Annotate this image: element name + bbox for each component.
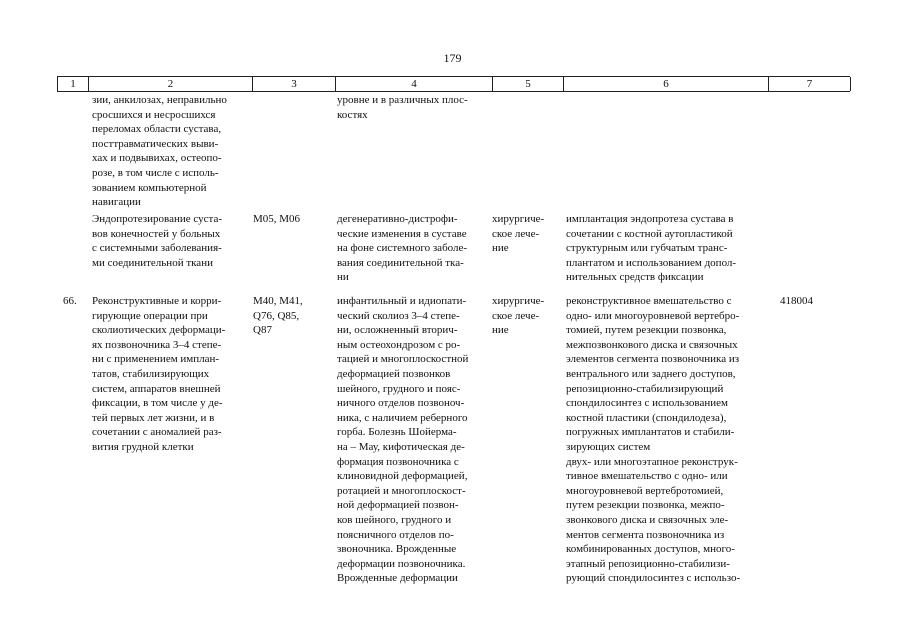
row-3-patient-model: инфантильный и идиопати- ческий сколиоз 3–4 степе- ни, осложненный вторич- ным остеохондрозом с ро- тацией и многоплоскостной деформацией позвонков шейного, грудного и пояс- ничного отделов позвоноч- ника, с наличием реберного горба. Болезнь Шойерма- на – Мау, кифотическая де- формация позвоночника с клиновидной деформацией, ротацией и многоплоскост- ной деформацией позвон- ков шейного, грудного и поясничного отделов по- звоночника. Врожденные деформации позвоночника. Врожденные деформации: [337, 295, 469, 585]
row-3-norm-code: 418004: [780, 295, 813, 307]
row-2-treatment-method: имплантация эндопротеза сустава в сочетании с костной аутопластикой структурным или губчатым транс- плантатом и использованием допол- нительных средств фиксации: [566, 213, 737, 284]
table-header-row: [57, 76, 850, 92]
row-2-patient-model: дегенеративно-дистрофи- ческие изменения в суставе на фоне системного заболе- вания соединительной тка- ни: [337, 213, 468, 284]
header-col-2: 2: [88, 77, 252, 91]
row-3-diagnosis-group: Реконструктивные и корри- гирующие операции при сколиотических деформаци- ях позвоночника 3–4 степе- ни с применением имплан- татов, стабилизирующих систем, аппаратов внешней фиксации, в том числе у де- тей первых лет жизни, и в сочетании с аномалией раз- вития грудной клетки: [92, 295, 226, 453]
row-3-number: 66.: [63, 295, 77, 307]
header-col-6: 6: [563, 77, 768, 91]
row-2-diagnosis-group: Эндопротезирование суста- вов конечностей у больных с системными заболевания- ми соединительной ткани: [92, 213, 222, 269]
header-col-3: 3: [252, 77, 335, 91]
header-col-4: 4: [335, 77, 492, 91]
header-col-5: 5: [492, 77, 563, 91]
row-3-treatment-type: хирургиче- ское лече- ние: [492, 295, 545, 337]
row-3-treatment-method: реконструктивное вмешательство с одно- или многоуровневой вертебро- томией, путем резекции позвонка, межпозвонкового диска и связочных элементов сегмента позвоночника из вентрального или заднего доступов, репозиционно-стабилизирующий спондилосинтез с использованием костной пластики (спондилодеза), погружных имплантатов и стабили- зирующих систем двух- или многоэтапное реконструк- тивное вмешательство с одно- или многоуровневой вертебротомией, путем резекции позвонка, межпо- звонкового диска и связочных эле- ментов сегмента позвоночника из комбинированных доступов, много- этапный репозиционно-стабилизи- рующий спондилосинтез с использо-: [566, 295, 741, 585]
header-col-1: 1: [57, 77, 88, 91]
row-2-treatment-type: хирургиче- ское лече- ние: [492, 213, 545, 255]
row-2-icd-codes: M05, M06: [253, 213, 301, 225]
page-number: 179: [443, 51, 462, 65]
header-col-7: 7: [768, 77, 851, 91]
row-3-icd-codes: M40, M41, Q76, Q85, Q87: [253, 295, 303, 337]
row-1-diagnosis-group: зии, анкилозах, неправильно сросшихся и несросшихся переломах области сустава, посттравматических выви- хах и подвывихах, остеопо- розе, в том числе с исполь- зованием компьютерной навигации: [92, 94, 227, 209]
row-1-patient-model: уровне и в различных плос- костях: [337, 94, 468, 121]
